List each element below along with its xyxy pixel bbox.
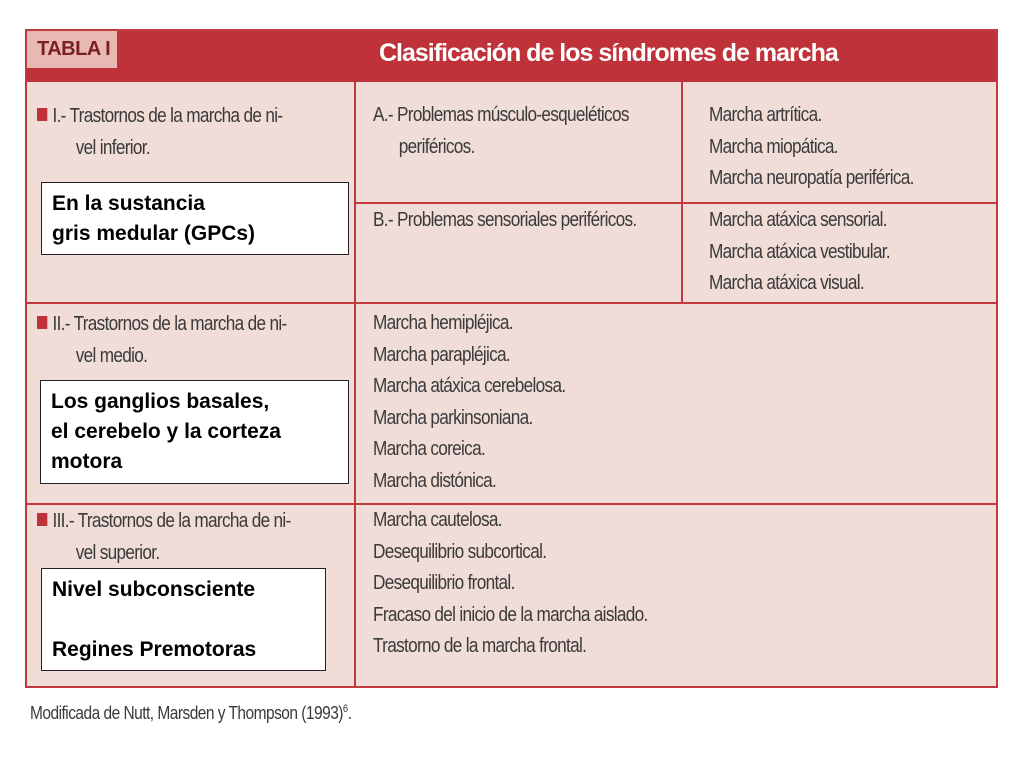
bullet-square-icon bbox=[37, 316, 47, 329]
list-item: Marcha atáxica visual. bbox=[709, 272, 865, 294]
list-item: Marcha distónica. bbox=[373, 469, 497, 492]
list-item: Marcha parkinsoniana. bbox=[373, 406, 533, 429]
bullet-square-icon bbox=[37, 108, 47, 121]
list-item: Trastorno de la marcha frontal. bbox=[373, 635, 587, 657]
column-divider-right bbox=[681, 82, 683, 304]
subgroup-a: A.- Problemas músculo-esqueléticos periféricos. bbox=[373, 104, 629, 158]
column-divider-left bbox=[354, 82, 356, 688]
list-item: Marcha neuropatía periférica. bbox=[709, 167, 914, 189]
subgroup-a-items bbox=[709, 100, 914, 195]
list-item: Fracaso del inicio de la marcha aislado. bbox=[373, 603, 648, 626]
list-item: Marcha miopática. bbox=[709, 135, 838, 158]
list-item: Marcha hemipléjica. bbox=[373, 312, 513, 334]
subgroup-b-items bbox=[709, 205, 890, 300]
list-item: Marcha parapléjica. bbox=[373, 343, 511, 366]
bullet-square-icon bbox=[37, 513, 47, 526]
list-item: Marcha atáxica cerebelosa. bbox=[373, 375, 566, 397]
list-item: Marcha cautelosa. bbox=[373, 509, 502, 531]
list-item: Desequilibrio subcortical. bbox=[373, 540, 547, 563]
level-superior: III.- Trastornos de la marcha de ni- vel superior. bbox=[37, 505, 291, 569]
table-number-label: TABLA I bbox=[27, 31, 117, 68]
list-item: Marcha atáxica sensorial. bbox=[709, 209, 887, 231]
subgroup-b: B.- Problemas sensoriales periféricos. bbox=[373, 209, 637, 231]
table-header bbox=[27, 31, 996, 82]
list-item: Desequilibrio frontal. bbox=[373, 572, 515, 594]
medio-items bbox=[373, 308, 565, 497]
row-divider-1 bbox=[27, 302, 998, 304]
table-title: Clasificación de los síndromes de marcha bbox=[379, 39, 838, 67]
level-medio: II.- Trastornos de la marcha de ni- vel medio. bbox=[37, 308, 287, 372]
source-footnote: Modificada de Nutt, Marsden y Thompson $(1993)^6$. bbox=[30, 703, 352, 723]
superior-items bbox=[373, 505, 648, 663]
list-item: Marcha artrítica. bbox=[709, 104, 822, 126]
note-box-inferior: En la sustancia gris medular (GPCs) bbox=[41, 182, 349, 255]
note-box-medio: Los ganglios basales, el cerebelo y la corteza motora bbox=[40, 380, 349, 484]
note-box-superior: Nivel subconsciente Regines Premotoras bbox=[41, 568, 326, 671]
list-item: Marcha coreica. bbox=[373, 438, 486, 460]
level-inferior: I.- Trastornos de la marcha de ni- vel inferior. bbox=[37, 100, 282, 164]
list-item: Marcha atáxica vestibular. bbox=[709, 240, 890, 263]
row-divider-sub bbox=[356, 202, 998, 204]
